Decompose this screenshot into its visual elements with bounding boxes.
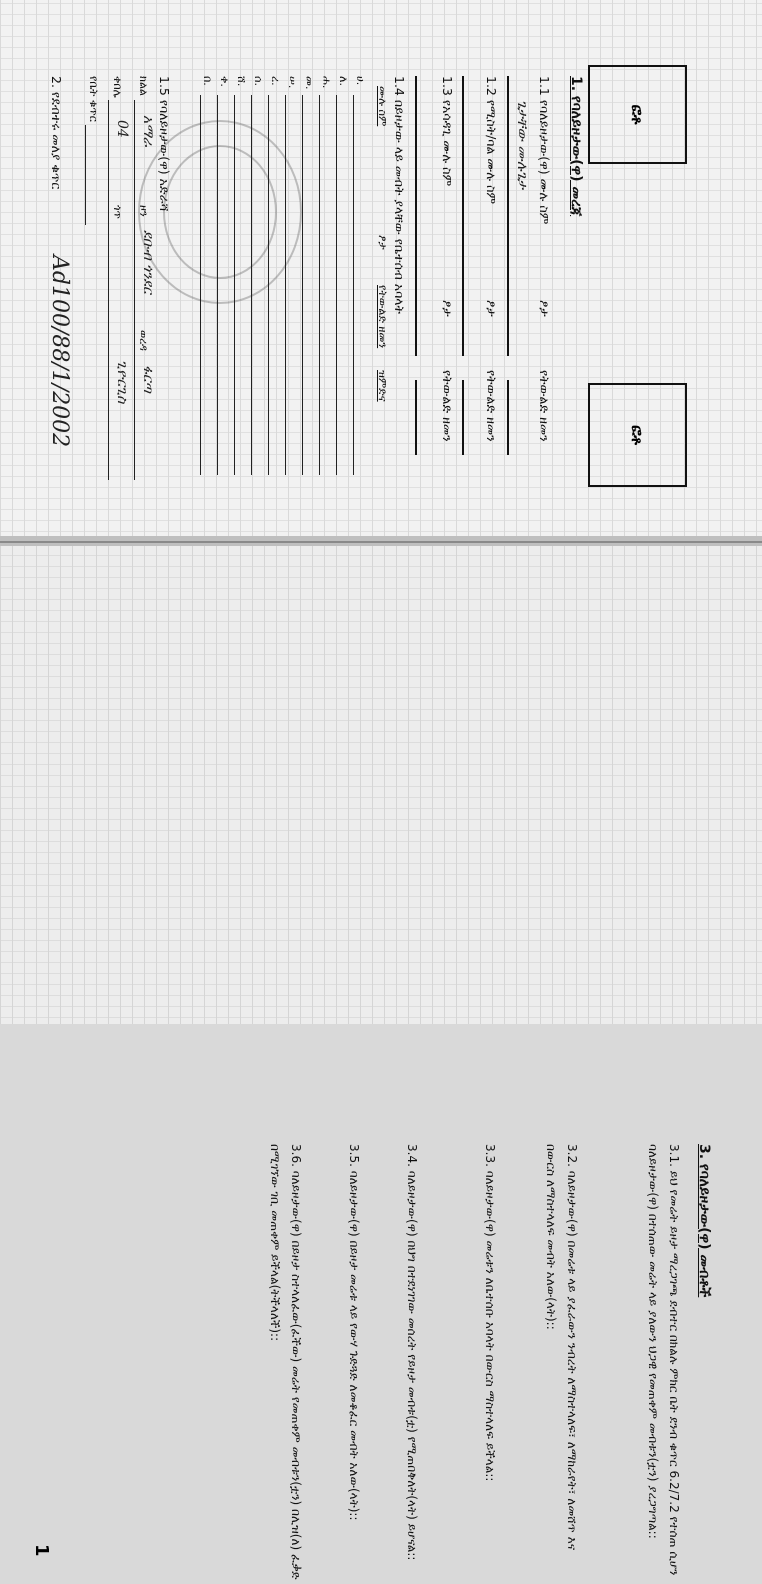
- item-1-4-relation-header: ዝምድና: [376, 370, 389, 402]
- family-row-line: [268, 95, 269, 475]
- addr-zone-label: ዞን: [137, 205, 150, 217]
- family-row-line: [353, 95, 354, 475]
- addr-line-3: [85, 125, 86, 225]
- family-row-line: [336, 95, 337, 475]
- section3-title: 3. የባለይዞታው(ዋ) መብቶች: [696, 1144, 712, 1298]
- family-row-label: መ.: [303, 76, 316, 90]
- security-background: [0, 546, 762, 1024]
- item-1-1-birth: የትውልድ ዘመን: [537, 370, 552, 442]
- paragraph-3-2: 3.2. ባለይዞታው(ዋ) በመሬቱ ላይ ያፈራውን ንብረት ለማስተላለፍ፣ ለማከራየት፣ ለመሸጥ እና በውርስ ለማስተላለፍ መብት አለው(ላት)::: [544, 1144, 579, 1551]
- addr-line-1: [134, 100, 135, 480]
- form-page-top: [0, 0, 762, 538]
- item-1-2-gender: ፆታ: [484, 300, 499, 317]
- family-row-label: ሠ.: [286, 76, 299, 89]
- item-1-3-birth: የትውልድ ዘመን: [440, 370, 455, 442]
- family-row-line: [302, 95, 303, 475]
- photo-box-2: [588, 383, 687, 487]
- addr-zone-value: ደቡብ ጎንደር: [140, 230, 156, 294]
- addr-line-2: [108, 100, 109, 480]
- line-1-1-name: [507, 76, 509, 356]
- line-1-2-birth: [462, 380, 464, 455]
- family-row-label: በ.: [201, 76, 214, 86]
- section1-title: 1. የባለይዞታው(ዋ) መረጃ: [568, 76, 584, 217]
- paragraph-3-6: 3.6. ባለይዞታው(ዋ) በይዞታ ስተላለፈው(ፈችው) መሬት የመጠቀም መብቱን(ቷን) በሊዝ(ለ) ፈቃድ በሚገኘው ገቢ መጠቀም ይችላል(ትችላለች)::: [268, 1144, 303, 1580]
- photo-box-1: [588, 65, 687, 164]
- addr-house-label: የቤት ቁጥር: [87, 76, 100, 122]
- item-1-4-gender-header: ፆታ: [376, 235, 389, 250]
- line-1-3-name: [415, 76, 417, 356]
- paragraph-3-3: 3.3. ባለይዞታው(ዋ) መሬቱን ለቤተሰቡ አባላት በውርስ ማስተላለፍ ይችላል::: [483, 1144, 497, 1482]
- family-row-label: ሐ.: [320, 76, 333, 89]
- family-row-label: ለ.: [337, 76, 350, 86]
- item-1-1-value: ጌታቸው ሙሉጌታ: [514, 100, 530, 189]
- addr-woreda-label: ወረዳ: [137, 330, 150, 351]
- family-row-label: ሸ.: [235, 76, 248, 87]
- line-1-1-birth: [507, 380, 509, 455]
- item-1-1-label: 1.1 የባለይዞታው(ዋ) ሙሉ ስም: [537, 76, 552, 225]
- form-page-bottom: [0, 546, 762, 1580]
- item-1-3-label: 1.3 የአሳዳጊ ሙሉ ስም: [440, 76, 455, 187]
- rights-rotated-content: [0, 1092, 762, 1580]
- photo-label-2: ፎቶ: [628, 425, 647, 445]
- form-rotated-content: [0, 0, 762, 538]
- item-1-2-label: 1.2 የሚስት/ባል ሙሉ ስም: [484, 76, 499, 205]
- family-row-label: ረ.: [269, 76, 282, 86]
- section2-label: 2. የደብተሩ መለያ ቁጥር: [49, 76, 64, 190]
- addr-got-value: ጊዮርጊስ: [114, 360, 130, 404]
- family-row-line: [217, 95, 218, 475]
- family-row-label: ሀ.: [354, 76, 367, 86]
- family-row-label: ቀ.: [218, 76, 231, 87]
- paragraph-3-4: 3.4. ባለይዞታው(ዋ) በህግ በተደነገገው መሰረት የይዞታ መብቱ(ቷ) የሚጠበቅለት(ላት) ይሆናል::: [405, 1144, 419, 1561]
- section2-value: Ad100/88/1/2002: [47, 255, 72, 448]
- family-row-line: [234, 95, 235, 475]
- addr-woreda-value: ፋርጣ: [140, 365, 156, 393]
- family-row-line: [200, 95, 201, 475]
- family-row-line: [285, 95, 286, 475]
- item-1-4-birth-header: የትውልድ ዘመን: [376, 285, 389, 349]
- item-1-3-gender: ፆታ: [440, 300, 455, 317]
- photo-label-1: ፎቶ: [628, 104, 647, 125]
- page-number: 1: [31, 1544, 52, 1557]
- item-1-5-label: 1.5 የባለይዞታው(ዋ) አድራሻ: [157, 76, 172, 212]
- item-1-2-birth: የትውልድ ዘመን: [484, 370, 499, 442]
- item-1-1-gender: ፆታ: [537, 300, 552, 317]
- item-1-4-label: 1.4 በይዞታው ላይ መብት ያላቸው የቤተሰብ አባላት: [392, 76, 407, 314]
- line-1-2-name: [462, 76, 464, 356]
- addr-region-label: ክልል: [137, 76, 150, 96]
- addr-region-value: አማራ: [140, 115, 156, 147]
- addr-got-label: ጎጥ: [111, 205, 124, 219]
- paragraph-3-5: 3.5. ባለይዞታው(ዋ) በይዞታ መሬቱ ላይ የውሃ ጉድጓድ ለመቆፈር መብት አለው(ላት)::: [347, 1144, 361, 1521]
- line-1-3-birth: [415, 380, 417, 455]
- family-row-line: [251, 95, 252, 475]
- paragraph-3-1: 3.1. ይህ የመሬት ይዞታ ማረጋገጫ ደብተር በክልሉ ምክር ቤት ደንብ ቁጥር 6.2/7.2 የተሰጠ ሲሆን ባለይዞታው(ዋ) በተሰጠው መሬት ላይ ያለውን ህጋዊ የመጠቀም መብቱን(ቷን) ያረጋግጣል::: [646, 1144, 681, 1576]
- family-row-line: [319, 95, 320, 475]
- official-stamp-inner: [163, 145, 277, 279]
- family-row-label: ሰ.: [252, 76, 265, 86]
- addr-kebele-label: ቀበሌ: [111, 76, 124, 98]
- addr-kebele-value: 04: [114, 120, 130, 138]
- item-1-4-name-header: ሙሉ ስም: [376, 86, 389, 127]
